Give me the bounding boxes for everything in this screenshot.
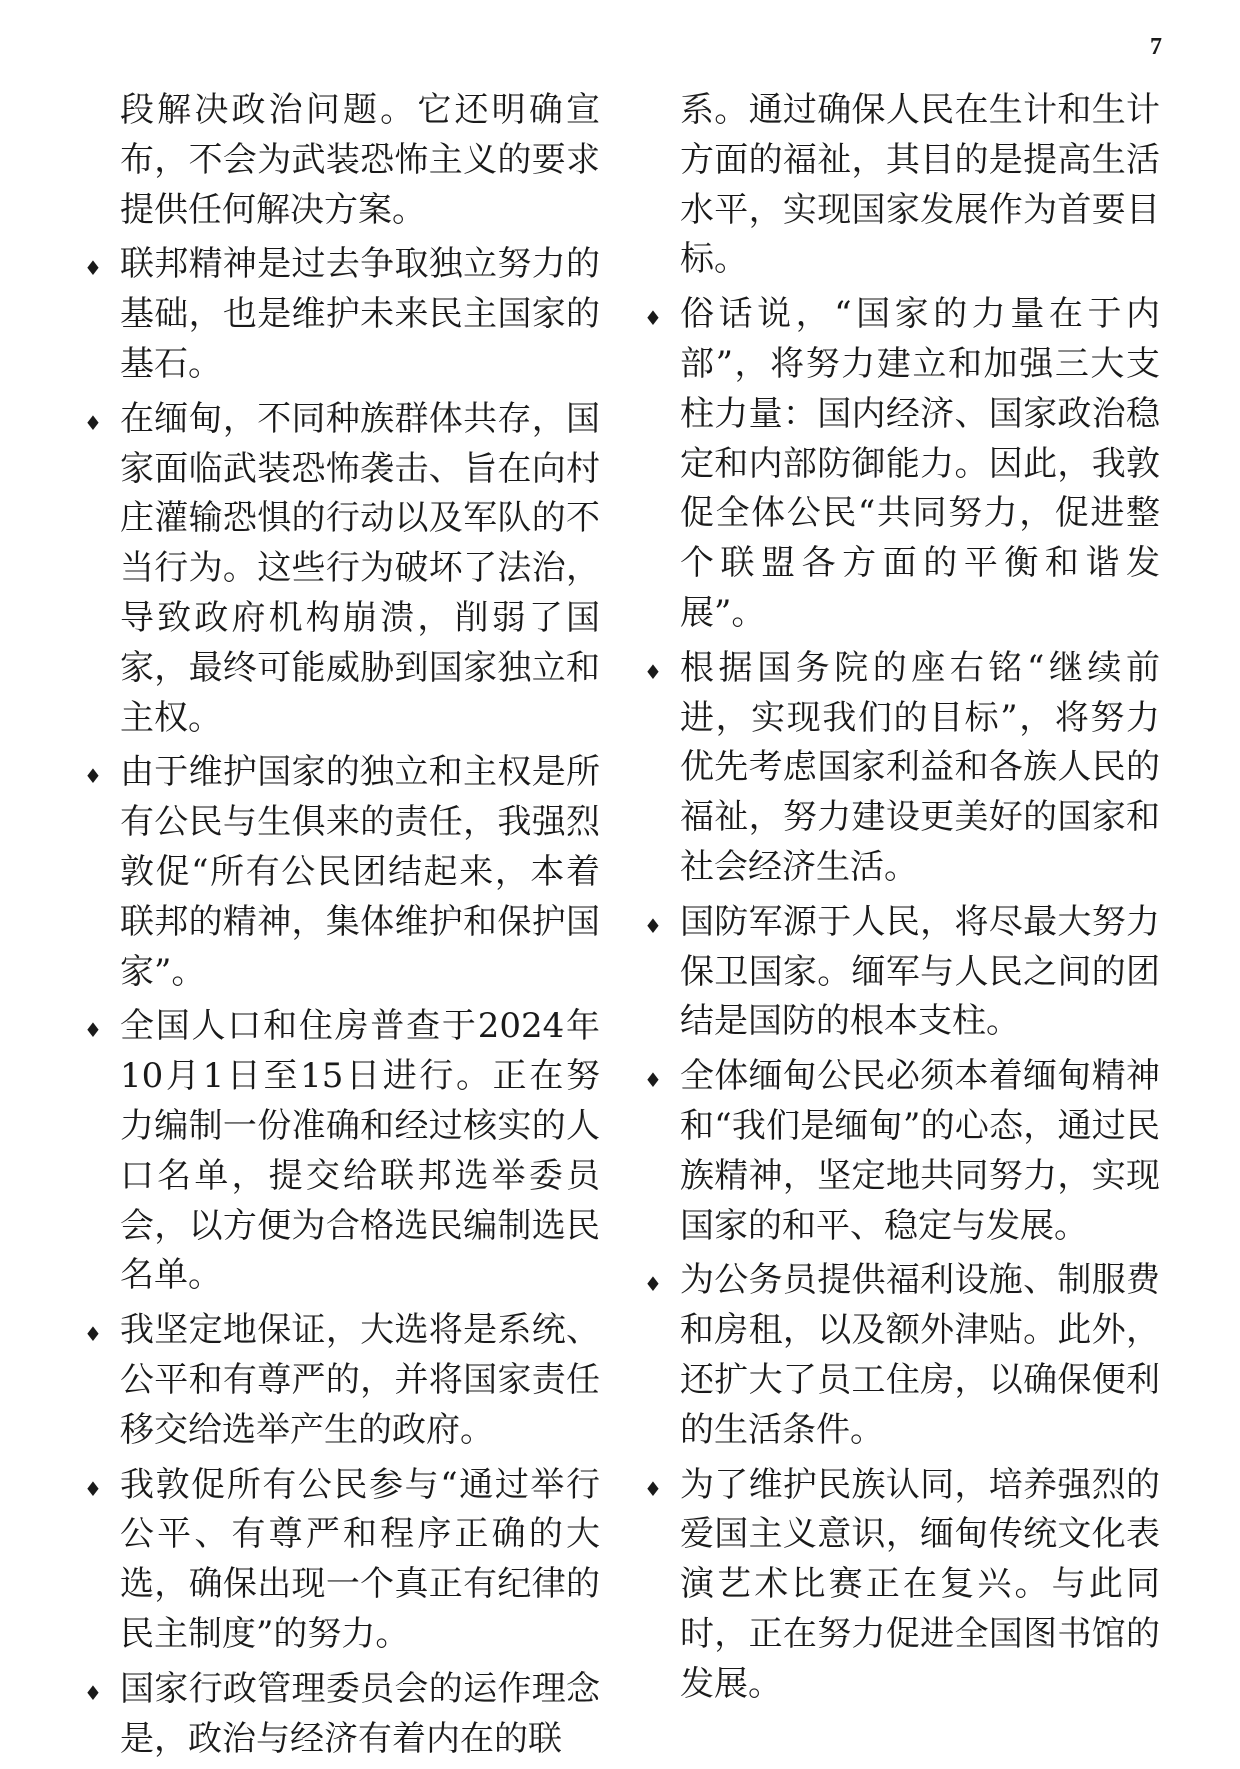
list-item-text: 为了维护民族认同，培养强烈的爱国主义意识，缅甸传统文化表演艺术比赛正在复兴。与此同时，正在努力促进全国图书馆的发展。 [680,1464,1160,1704]
list-item-text: 俗话说，“国家的力量在于内部”，将努力建立和加强三大支柱力量：国内经济、国家政治稳定和内部防御能力。因此，我敦促全体公民“共同努力，促进整个联盟各方面的平衡和谐发展”。 [680,294,1160,633]
paragraph [120,86,600,235]
list-item-text: 联邦精神是过去争取独立努力的基础，也是维护未来民主国家的基石。 [120,244,600,384]
list-item [644,290,1160,639]
list-item [84,395,600,744]
diamond-bullet-icon: ♦ [84,1018,102,1043]
list-item [84,1002,600,1301]
right-column [644,86,1160,1715]
list-item [84,1665,600,1765]
diamond-bullet-icon: ♦ [84,256,102,281]
list-item-text: 我坚定地保证，大选将是系统、公平和有尊严的，并将国家责任移交给选举产生的政府。 [120,1310,600,1450]
diamond-bullet-icon: ♦ [644,306,662,331]
diamond-bullet-icon: ♦ [644,1476,662,1501]
paragraph-text: 系。通过确保人民在生计和生计方面的福祉，其目的是提高生活水平，实现国家发展作为首要目标。 [680,90,1160,280]
list-item-text: 国家行政管理委员会的运作理念是，政治与经济有着内在的联 [120,1668,600,1759]
list-item [644,644,1160,893]
left-column [84,86,600,1769]
list-item-text: 根据国务院的座右铭“继续前进，实现我们的目标”，将努力优先考虑国家利益和各族人民的福祉，努力建设更美好的国家和社会经济生活。 [680,647,1160,887]
list-item [644,1256,1160,1455]
list-item-text: 由于维护国家的独立和主权是所有公民与生俱来的责任，我强烈敦促“所有公民团结起来，本着联邦的精神，集体维护和保护国家”。 [120,752,600,992]
paragraph-text: 段解决政治问题。它还明确宣布，不会为武装恐怖主义的要求提供任何解决方案。 [120,90,600,230]
diamond-bullet-icon: ♦ [84,1322,102,1347]
list-item-text: 全体缅甸公民必须本着缅甸精神和“我们是缅甸”的心态，通过民族精神，坚定地共同努力，实现国家的和平、稳定与发展。 [680,1056,1160,1246]
list-item [84,748,600,997]
list-item [84,1306,600,1455]
diamond-bullet-icon: ♦ [644,1068,662,1093]
list-item-text: 国防军源于人民，将尽最大努力保卫国家。缅军与人民之间的团结是国防的根本支柱。 [680,901,1160,1042]
diamond-bullet-icon: ♦ [84,410,102,435]
list-item [84,1461,600,1660]
list-item-text: 为公务员提供福利设施、制服费和房租，以及额外津贴。此外，还扩大了员工住房，以确保便利的生活条件。 [680,1260,1160,1450]
diamond-bullet-icon: ♦ [84,1476,102,1501]
diamond-bullet-icon: ♦ [644,913,662,938]
list-item-text: 全国人口和住房普查于2024年10月1日至15日进行。正在努力编制一份准确和经过核实的人口名单，提交给联邦选举委员会，以方便为合格选民编制选民名单。 [120,1006,600,1296]
list-item [84,240,600,389]
list-item [644,898,1160,1047]
list-item-text: 在缅甸，不同种族群体共存，国家面临武装恐怖袭击、旨在向村庄灌输恐惧的行动以及军队的不当行为。这些行为破坏了法治，导致政府机构崩溃，削弱了国家，最终可能威胁到国家独立和主权。 [120,398,600,738]
diamond-bullet-icon: ♦ [644,659,662,684]
list-item-text: 我敦促所有公民参与“通过举行公平、有尊严和程序正确的大选，确保出现一个真正有纪律的民主制度”的努力。 [120,1464,600,1654]
paragraph [680,86,1160,285]
page-number: 7 [1150,34,1162,60]
list-item [644,1052,1160,1251]
diamond-bullet-icon: ♦ [644,1272,662,1297]
list-item [644,1461,1160,1710]
diamond-bullet-icon: ♦ [84,1680,102,1705]
diamond-bullet-icon: ♦ [84,764,102,789]
